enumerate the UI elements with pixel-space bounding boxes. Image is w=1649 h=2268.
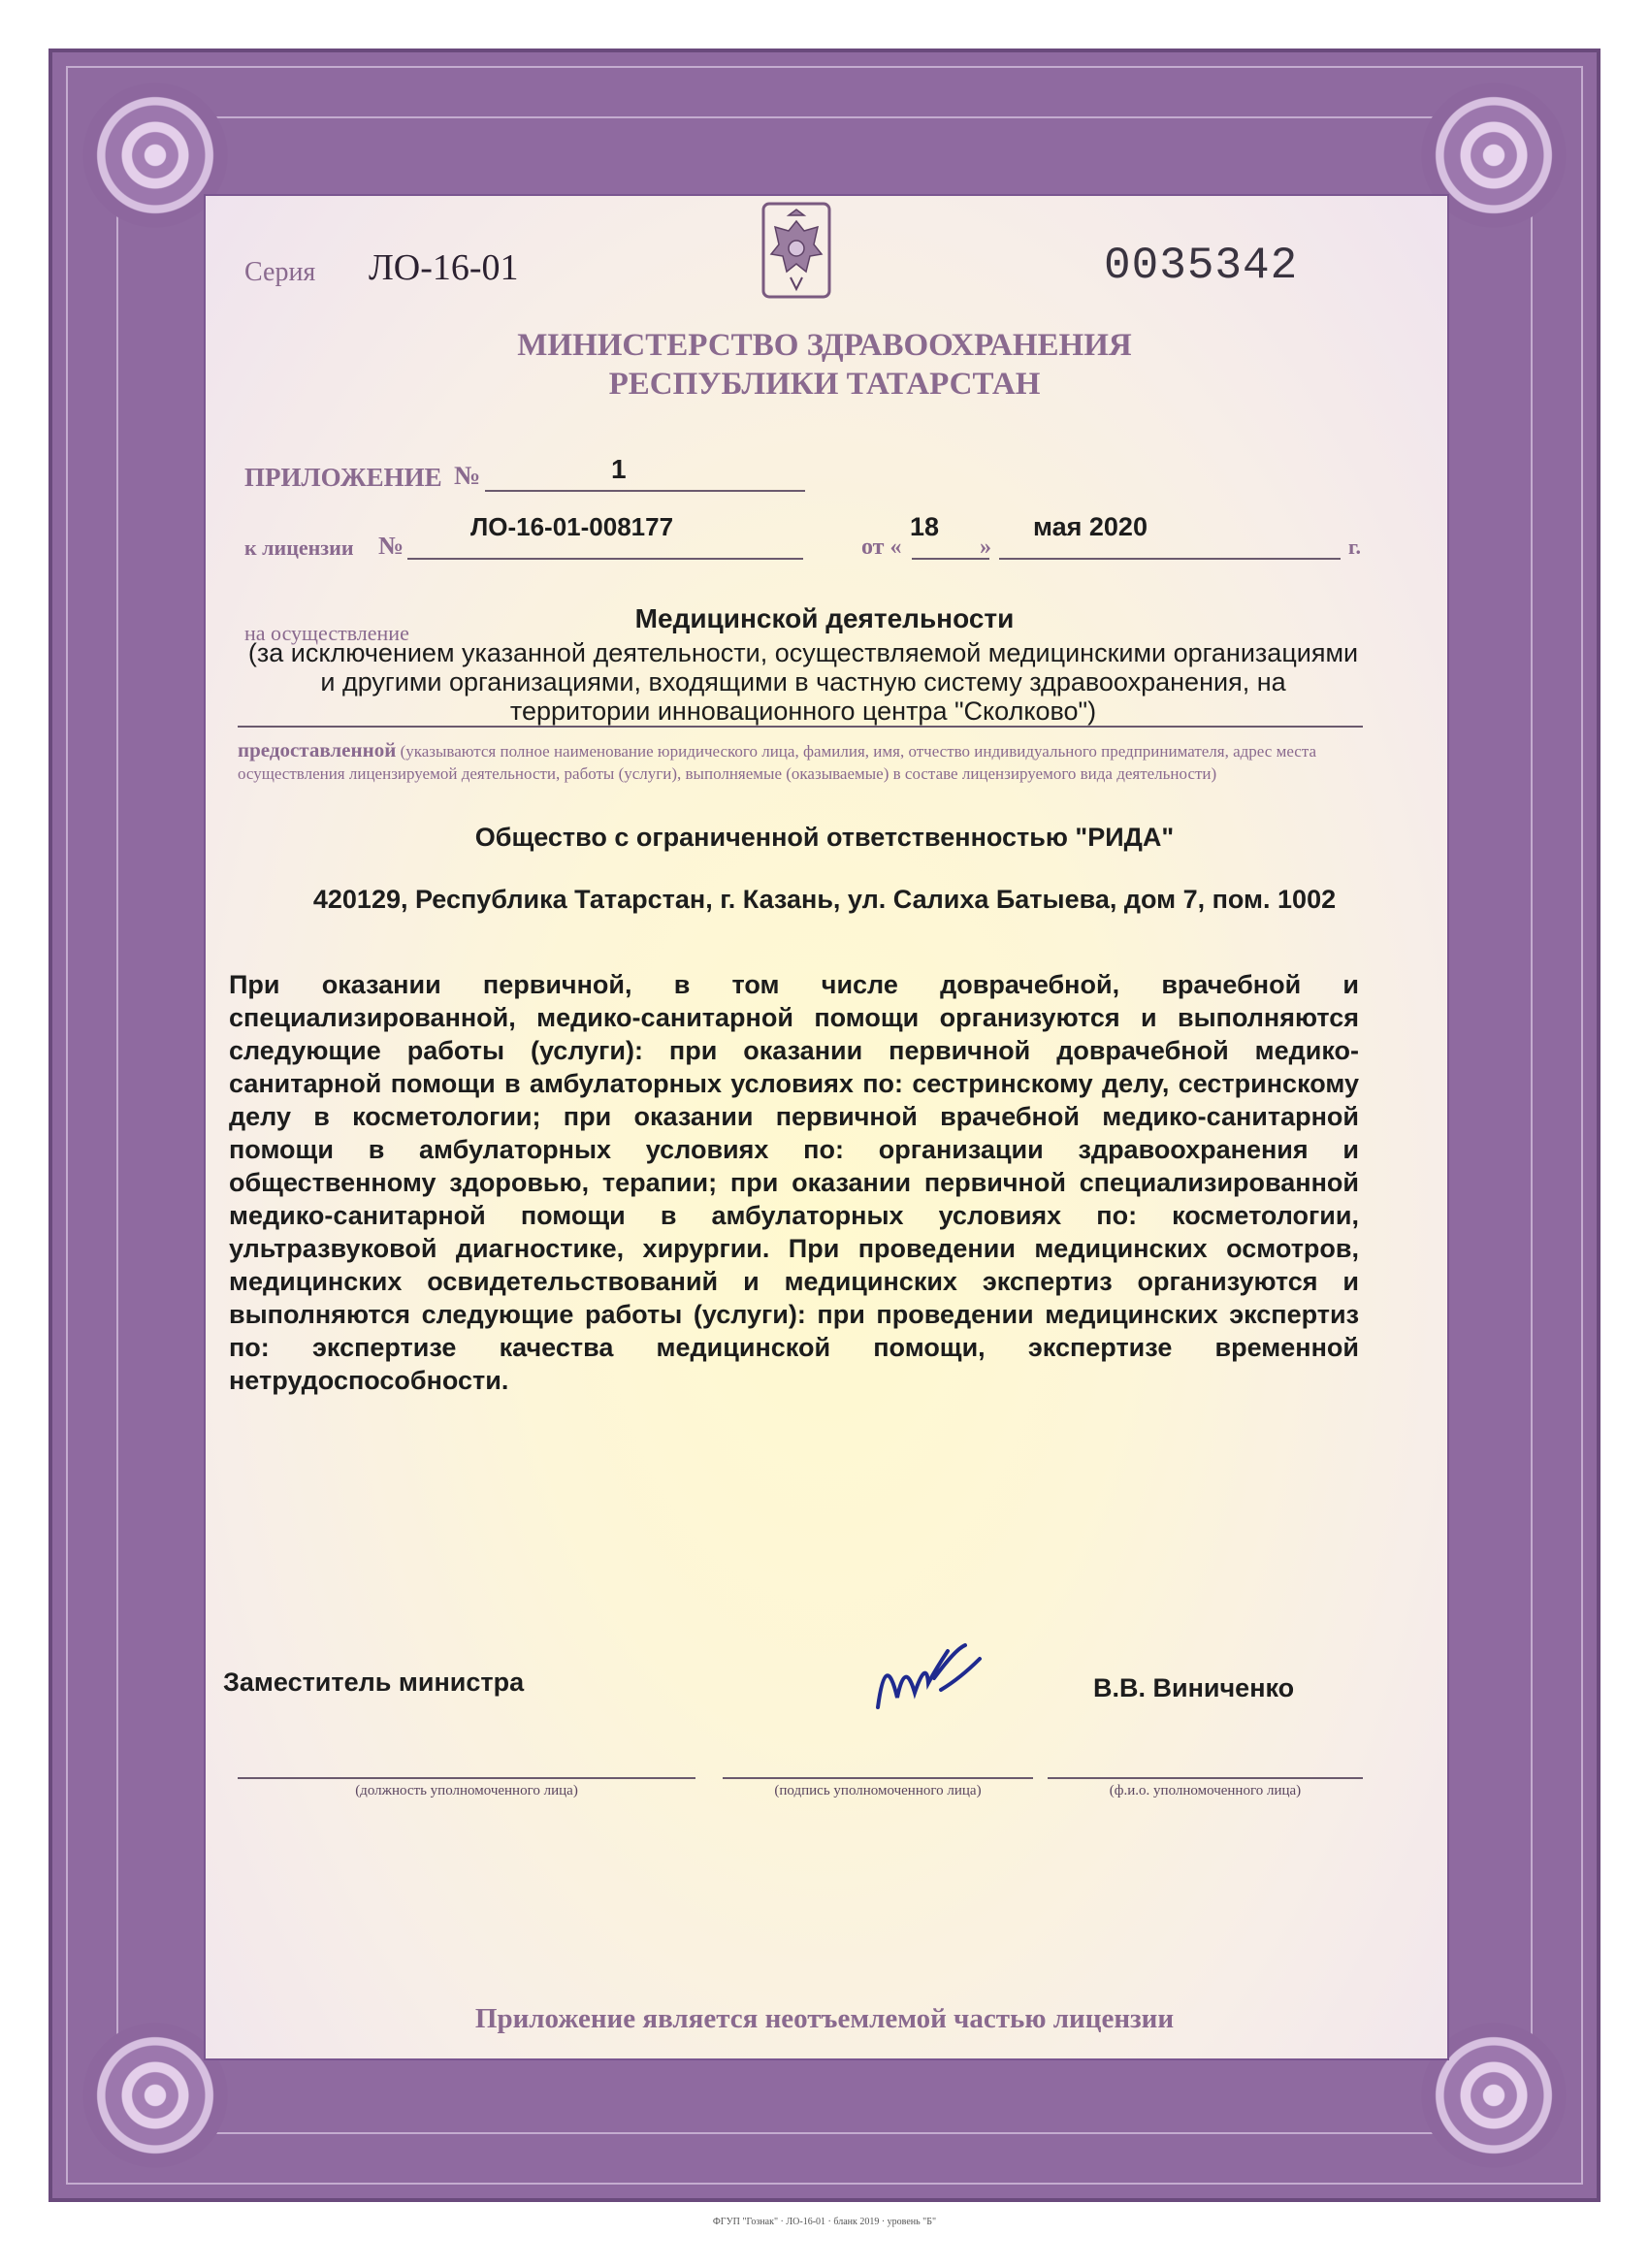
- license-number: ЛО-16-01-008177: [470, 512, 674, 541]
- organization-address: 420129, Республика Татарстан, г. Казань, ул. Салиха Батыева, дом 7, пом. 1002: [312, 885, 1337, 914]
- license-number-line: [407, 558, 803, 560]
- date-month-year: мая 2020: [1033, 512, 1148, 541]
- caption-name: (ф.и.о. уполномоченного лица): [1109, 1783, 1302, 1798]
- ministry-title-line2: РЕСПУБЛИКИ ТАТАРСТАН: [608, 367, 1041, 402]
- activity-line3: территории инновационного центра "Сколково"): [509, 697, 1097, 726]
- date-day: 18: [910, 512, 940, 541]
- activity-caption: на осуществление: [244, 621, 409, 645]
- activity-line2: и другими организациями, входящими в частную систему здравоохранения, на: [320, 667, 1286, 697]
- signatory-name: В.В. Виниченко: [1093, 1673, 1295, 1702]
- provided-block: [238, 739, 1368, 785]
- organization-name: Общество с ограниченной ответственностью "РИДА": [474, 823, 1175, 852]
- date-month-line: [999, 558, 1341, 560]
- year-suffix: г.: [1348, 535, 1362, 559]
- handwritten-signature: [858, 1630, 1004, 1727]
- services-description: При оказании первичной, в том числе доврачебной, врачебной и специализированной, медико-санитарной помощи организуются и выполняются следующие работы (услуги): при оказании первичной доврачебной медико-санитарной помощи в амбулаторных условиях по: сестринскому делу, сестринскому делу в косметологии; при оказании первичной врачебной медико-санитарной помощи в амбулаторных условиях по: организации здравоохранения и общественному здоровью, терапии; при оказании первичной специализированной медико-санитарной помощи в амбулаторных условиях по: косметологии, ультразвуковой диагностике, хирургии. При проведении медицинских осмотров, медицинских освидетельствований и медицинских экспертиз организуются и выполняются следующие работы (услуги): при проведении медицинских экспертиз по: экспертизе качества медицинской помощи, экспертизе временной нетрудоспособности.: [229, 970, 1359, 1395]
- date-from-label: от «: [861, 535, 902, 560]
- license-number-sign: №: [378, 532, 404, 560]
- activity-title: Медицинской деятельности: [634, 603, 1015, 633]
- signatory-position: Заместитель министра: [223, 1668, 525, 1697]
- series-value: ЛО-16-01: [369, 247, 519, 288]
- signature-line: [723, 1777, 1033, 1779]
- ministry-title-line1: МИНИСТЕРСТВО ЗДРАВООХРАНЕНИЯ: [517, 328, 1132, 363]
- footer-note: Приложение является неотъемлемой частью лицензии: [474, 2003, 1175, 2034]
- printer-info: ФГУП "Гознак" · ЛО-16-01 · бланк 2019 · уровень "Б": [712, 2217, 937, 2227]
- provided-label: предоставленной: [238, 738, 397, 761]
- name-line: [1048, 1777, 1363, 1779]
- license-label: к лицензии: [244, 535, 354, 560]
- date-close-quote: »: [980, 535, 991, 560]
- blank-number: 0035342: [1104, 241, 1299, 291]
- position-line: [238, 1777, 695, 1779]
- appendix-label: ПРИЛОЖЕНИЕ: [244, 463, 442, 492]
- caption-signature: (подпись уполномоченного лица): [774, 1783, 982, 1798]
- appendix-number-line: [485, 490, 805, 492]
- appendix-number-sign: №: [454, 461, 481, 490]
- caption-position: (должность уполномоченного лица): [355, 1783, 578, 1798]
- date-day-line: [912, 558, 989, 560]
- provided-note: (указываются полное наименование юридического лица, фамилия, имя, отчество индивидуального предпринимателя, адрес места осуществления лицензируемой деятельности, работы (услуги), выполняемые (оказываемые) в составе лицензируемого вида деятельности): [238, 742, 1317, 783]
- activity-line1: (за исключением указанной деятельности, осуществляемой медицинскими организациями: [247, 638, 1359, 667]
- appendix-number: 1: [611, 454, 627, 484]
- activity-underline: [238, 726, 1363, 728]
- coat-of-arms-icon: [761, 202, 831, 299]
- series-label: Серия: [244, 257, 316, 287]
